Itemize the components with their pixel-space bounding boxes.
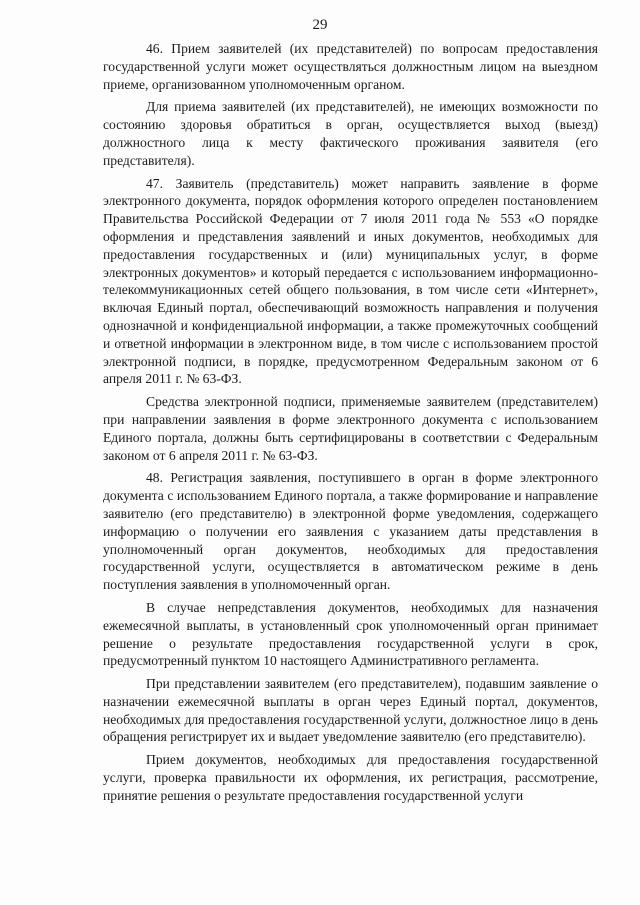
paragraph-48-nonsubmission: В случае непредставления документов, необходимых для назначения ежемесячной выплаты, в установленный срок уполномоченный орган принимает решение о результате предоставления государственной услуги в срок, предусмотренный пунктом 10 настоящего Административного регламента. (103, 599, 598, 669)
paragraph-48-submission: При представлении заявителем (его представителем), подавшим заявление о назначении ежемесячной выплаты в орган через Единый портал, документов, необходимых для предоставления государственной услуги, должностное лицо в день обращения регистрирует их и выдает уведомление заявителю (его представителю). (103, 676, 598, 745)
page-body (103, 40, 598, 810)
page-number: 29 (312, 17, 328, 33)
paragraph-47: 47. Заявитель (представитель) может направить заявление в форме электронного документа, порядок оформления которого определен постановлением Правительства Российской Федерации от 7 июля 2011 года № 553 «О порядке оформления и представления заявлений и иных документов, необходимых для предоставления государственных и (или) муниципальных услуг, в форме электронных документов» и который передается с использованием информационно-телекоммуникационных сетей общего пользования, в том числе сети «Интернет», включая Единый портал, обеспечивающий возможность направления и получения однозначной и конфиденциальной информации, а также промежуточных сообщений и ответной информации в электронном виде, в том числе с использованием простой электронной подписи, в порядке, предусмотренном Федеральным законом от 6 апреля 2011 г. № 63-ФЗ. (103, 175, 598, 387)
paragraph-46-visit: Для приема заявителей (их представителей), не имеющих возможности по состоянию здоровья обратиться в орган, осуществляется выход (выезд) должностного лица к месту фактического проживания заявителя (его представителя). (103, 99, 598, 168)
paragraph-48: 48. Регистрация заявления, поступившего в орган в форме электронного документа с использованием Единого портала, а также формирование и направление заявителю (его представителю) в электронной форме уведомления, содержащего информацию о получении его заявления с указанием даты представления в уполномоченный орган документов, необходимых для предоставления государственной услуги, осуществляется в автоматическом режиме в день поступления заявления в уполномоченный орган. (103, 470, 598, 593)
paragraph-46: 46. Прием заявителей (их представителей) по вопросам предоставления государственной услуги может осуществляться должностным лицом на выездном приеме, организованном уполномоченным органом. (103, 41, 598, 92)
paragraph-48-acceptance: Прием документов, необходимых для предоставления государственной услуги, проверка правильности их оформления, их регистрация, рассмотрение, принятие решения о результате предоставления государственной услуги (103, 752, 598, 803)
paragraph-47-signature: Средства электронной подписи, применяемые заявителем (представителем) при направлении заявления в форме электронного документа с использованием Единого портала, должны быть сертифицированы в соответствии с Федеральным законом от 6 апреля 2011 г. № 63-ФЗ. (103, 394, 598, 463)
